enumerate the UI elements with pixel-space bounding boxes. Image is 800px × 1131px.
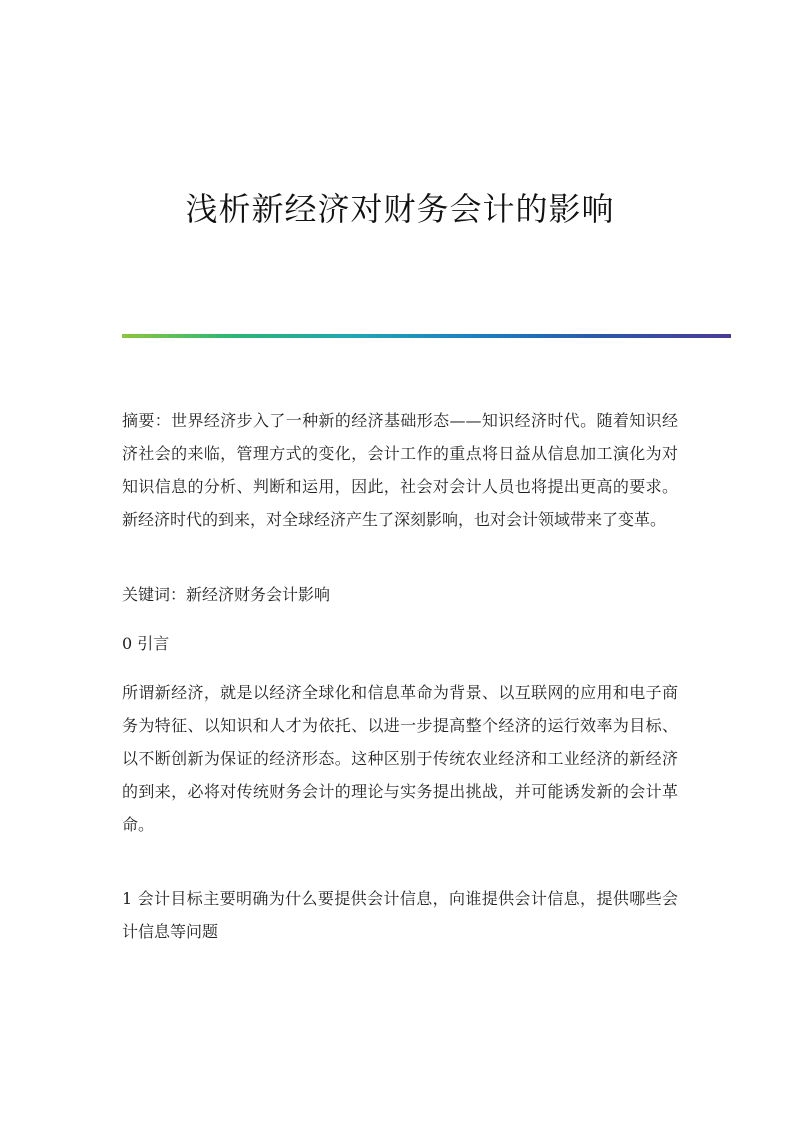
title-divider-gradient-bar [122,334,731,338]
intro-heading: 0 引言 [122,634,170,653]
document-title: 浅析新经济对财务会计的影响 [185,190,615,228]
abstract-paragraph: 摘要：世界经济步入了一种新的经济基础形态——知识经济时代。随着知识经济社会的来临，管理方式的变化，会计工作的重点将日益从信息加工演化为对知识信息的分析、判断和运用，因此，社会对会计人员也将提出更高的要求。新经济时代的到来，对全球经济产生了深刻影响，也对会计领域带来了变革。 [122,411,678,529]
intro-paragraph: 所谓新经济，就是以经济全球化和信息革命为背景、以互联网的应用和电子商务为特征、以知识和人才为依托、以进一步提高整个经济的运行效率为目标、以不断创新为保证的经济形态。这种区别于传统农业经济和工业经济的新经济的到来，必将对传统财务会计的理论与实务提出挑战，并可能诱发新的会计革命。 [122,683,678,834]
section-1-paragraph: 1 会计目标主要明确为什么要提供会计信息，向谁提供会计信息，提供哪些会计信息等问题 [122,889,678,941]
keywords-line: 关键词：新经济财务会计影响 [122,585,331,604]
